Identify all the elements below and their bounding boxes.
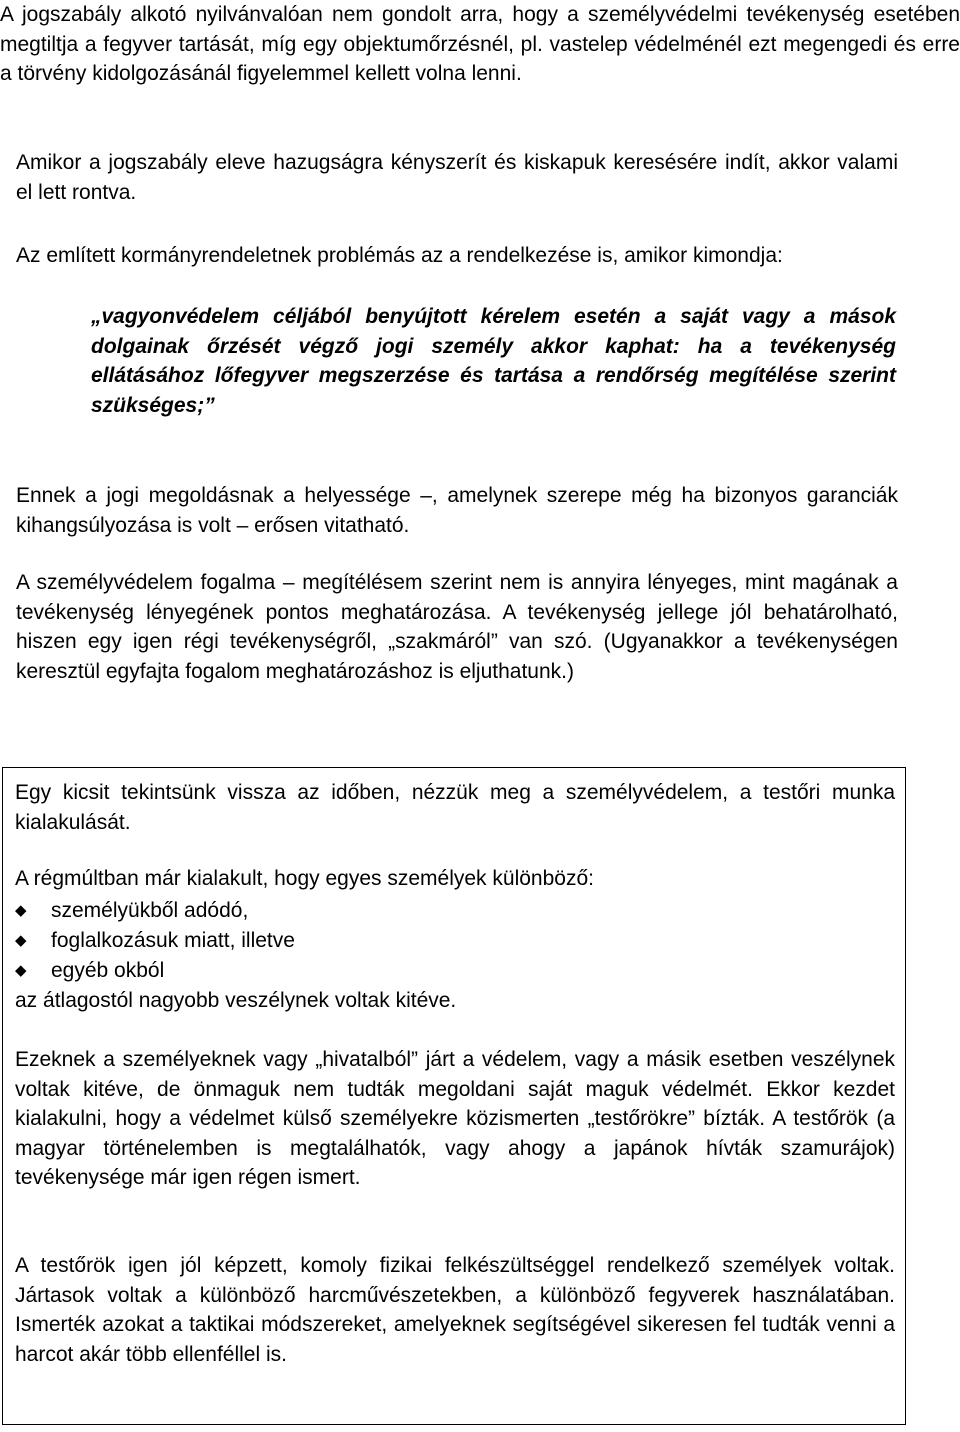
history-box (2, 767, 906, 1425)
box-intro-paragraph: Egy kicsit tekintsünk vissza az időben, nézzük meg a személyvédelem, a testőri munka kialakulását. (15, 781, 895, 834)
list-item-text: foglalkozásuk miatt, illetve (51, 929, 295, 953)
reason-list (15, 896, 295, 986)
decree-quote: „vagyonvédelem céljából benyújtott kérelem esetén a saját vagy a mások dolgainak őrzését végző jogi személy akkor kaphat: ha a tevékenység ellátásához lőfegyver megszerzése és tartása a rendőrség megítélése szerint szükséges;” (91, 305, 896, 417)
list-item (15, 926, 295, 956)
paragraph-weapon-regulation: A jogszabály alkotó nyilvánvalóan nem gondolt arra, hogy a személyvédelmi tevékenység esetében megtiltja a fegyver tartását, míg egy objektumőrzésnél, pl. vastelep védelménél ezt megengedi és erre a törvény kidolgozásánál figyelemmel kellett volna lenni. (0, 3, 960, 85)
paragraph-regulation-flaw: Amikor a jogszabály eleve hazugságra kényszerít és kiskapuk keresésére indít, akkor valami el lett rontva. (16, 151, 898, 204)
diamond-bullet-icon: ◆ (15, 962, 27, 980)
paragraph-definition: A személyvédelem fogalma – megítélésem szerint nem is annyira lényeges, mint magának a tevékenység lényegének pontos meghatározása. A tevékenység jellege jól behatárolható, hiszen egy igen régi tevékenységről, „szakmáról” van szó. (Ugyanakkor a tevékenységen keresztül egyfajta fogalom meghatározáshoz is eljuthatunk.) (16, 571, 898, 683)
paragraph-decree-intro: Az említett kormányrendeletnek problémás az a rendelkezése is, amikor kimondja: (16, 244, 783, 267)
list-item-text: egyéb okból (51, 959, 165, 983)
box-list-lead: A régmúltban már kialakult, hogy egyes személyek különböző: (15, 867, 594, 890)
box-bodyguards-paragraph: Ezeknek a személyeknek vagy „hivatalból” járt a védelem, vagy a másik esetben veszélynek voltak kitéve, de önmaguk nem tudták megoldani saját maguk védelmét. Ekkor kezdet kialakulni, hogy a védelmet külső személyekre közismerten „testőrökre” bízták. A testőrök (a magyar történelemben is megtalálhatók, vagy ahogy a japánok hívták szamurájok) tevékenysége már igen régen ismert. (15, 1048, 895, 1189)
box-list-conclusion: az átlagostól nagyobb veszélynek voltak kitéve. (15, 989, 457, 1012)
box-skills-paragraph: A testőrök igen jól képzett, komoly fizikai felkészültséggel rendelkező személyek voltak. Jártasok voltak a különböző harcművészetekben, a különböző fegyverek használatában. Ismerték azokat a taktikai módszereket, amelyeknek segítségével sikeresen fel tudták venni a harcot akár több ellenféllel is. (15, 1254, 895, 1366)
list-item (15, 956, 295, 986)
list-item-text: személyükből adódó, (51, 899, 249, 923)
paragraph-legal-solution: Ennek a jogi megoldásnak a helyessége –, amelynek szerepe még ha bizonyos garanciák kihangsúlyozása is volt – erősen vitatható. (16, 484, 898, 537)
diamond-bullet-icon: ◆ (15, 902, 27, 920)
list-item (15, 896, 295, 926)
diamond-bullet-icon: ◆ (15, 932, 27, 950)
